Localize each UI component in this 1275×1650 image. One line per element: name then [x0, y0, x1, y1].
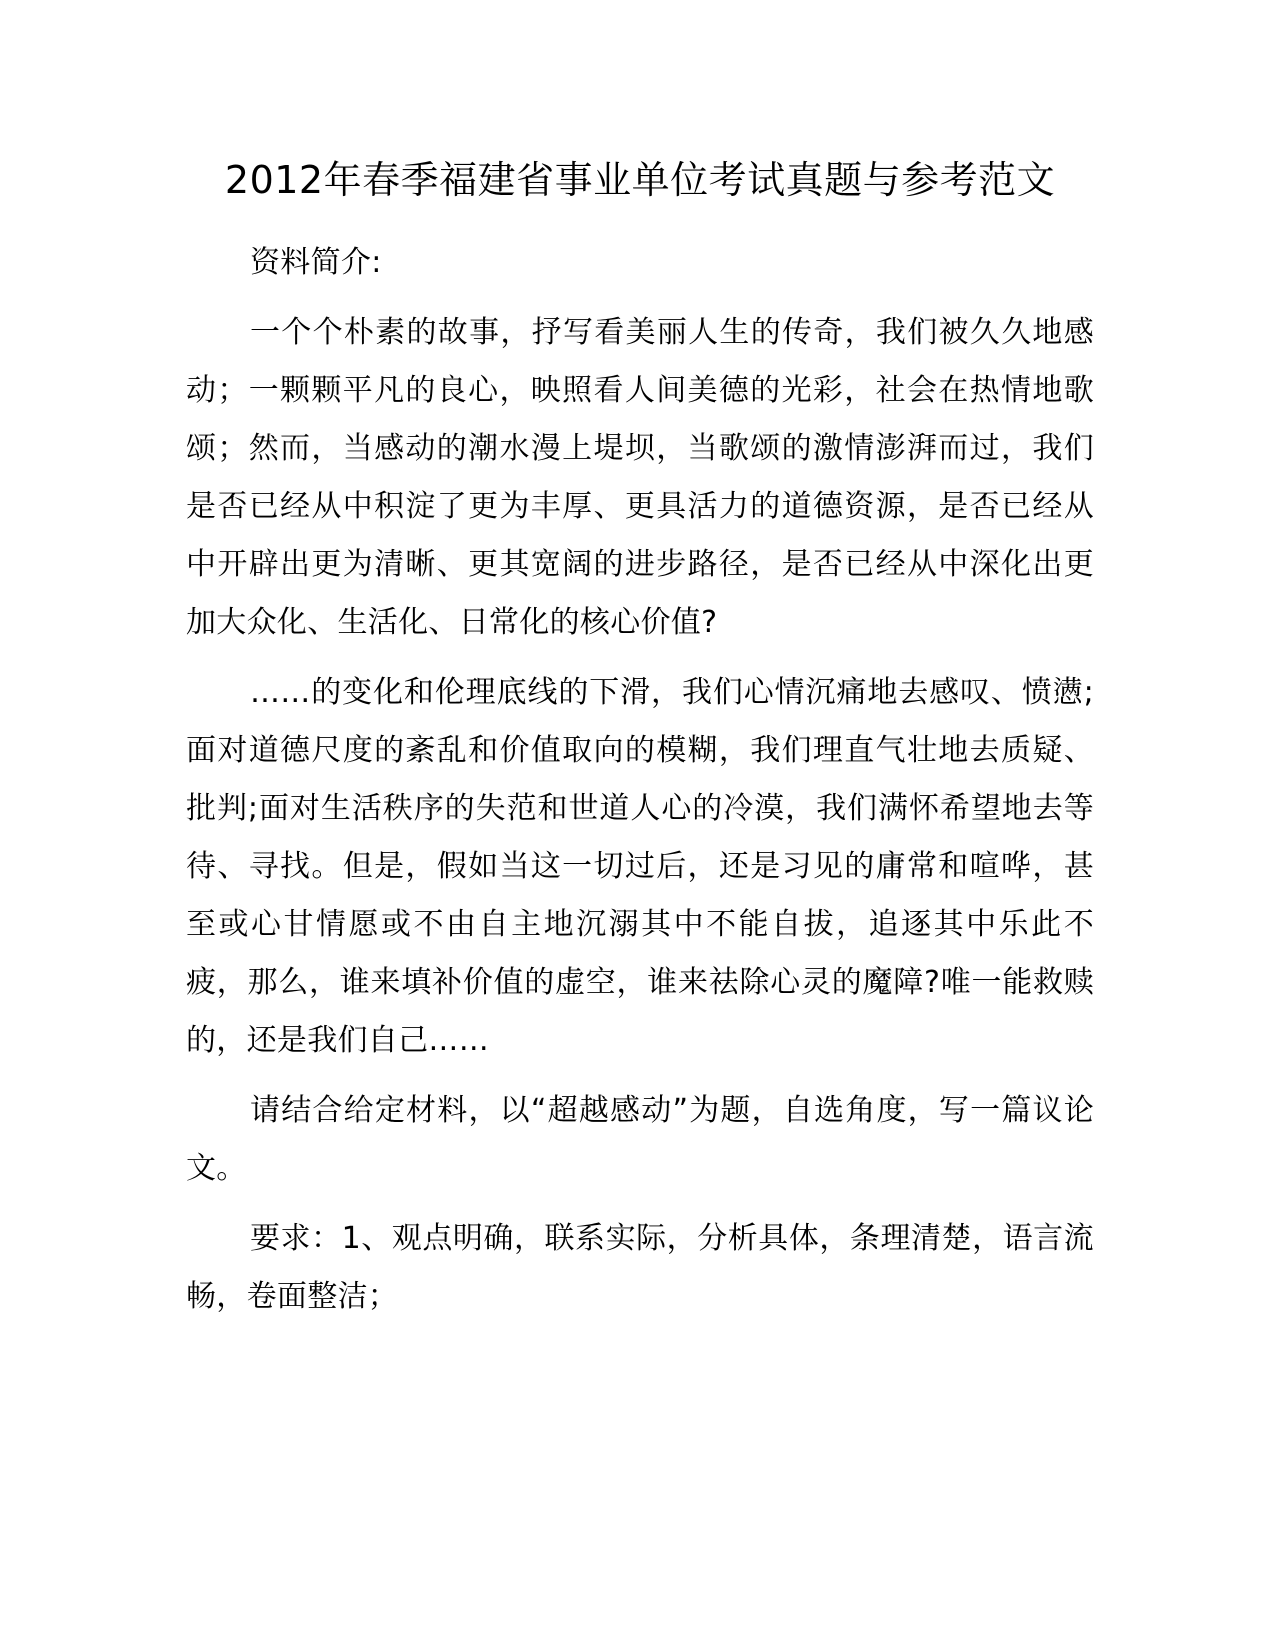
document-body	[186, 150, 1094, 1326]
material-paragraph-1: 一个个朴素的故事，抒写看美丽人生的传奇，我们被久久地感动；一颗颗平凡的良心，映照看人间美德的光彩，社会在热情地歌颂；然而，当感动的潮水漫上堤坝，当歌颂的激情澎湃而过，我们是否已经从中积淀了更为丰厚、更具活力的道德资源，是否已经从中开辟出更为清晰、更其宽阔的进步路径，是否已经从中深化出更加大众化、生活化、日常化的核心价值?	[186, 315, 1094, 640]
essay-prompt: 请结合给定材料，以“超越感动”为题，自选角度，写一篇议论文。	[186, 1093, 1094, 1186]
document-title: 2012年春季福建省事业单位考试真题与参考范文	[224, 158, 1056, 202]
material-paragraph-2: ……的变化和伦理底线的下滑，我们心情沉痛地去感叹、愤懑;面对道德尺度的紊乱和价值取向的模糊，我们理直气壮地去质疑、批判;面对生活秩序的失范和世道人心的冷漠，我们满怀希望地去等待、寻找。但是，假如当这一切过后，还是习见的庸常和喧哗，甚至或心甘情愿或不由自主地沉溺其中不能自拔，追逐其中乐此不疲，那么，谁来填补价值的虚空，谁来祛除心灵的魔障?唯一能救赎的，还是我们自己……	[186, 675, 1094, 1058]
essay-requirements: 要求：1、观点明确，联系实际，分析具体，条理清楚，语言流畅，卷面整洁；	[186, 1221, 1094, 1314]
intro-heading: 资料简介:	[250, 245, 382, 280]
